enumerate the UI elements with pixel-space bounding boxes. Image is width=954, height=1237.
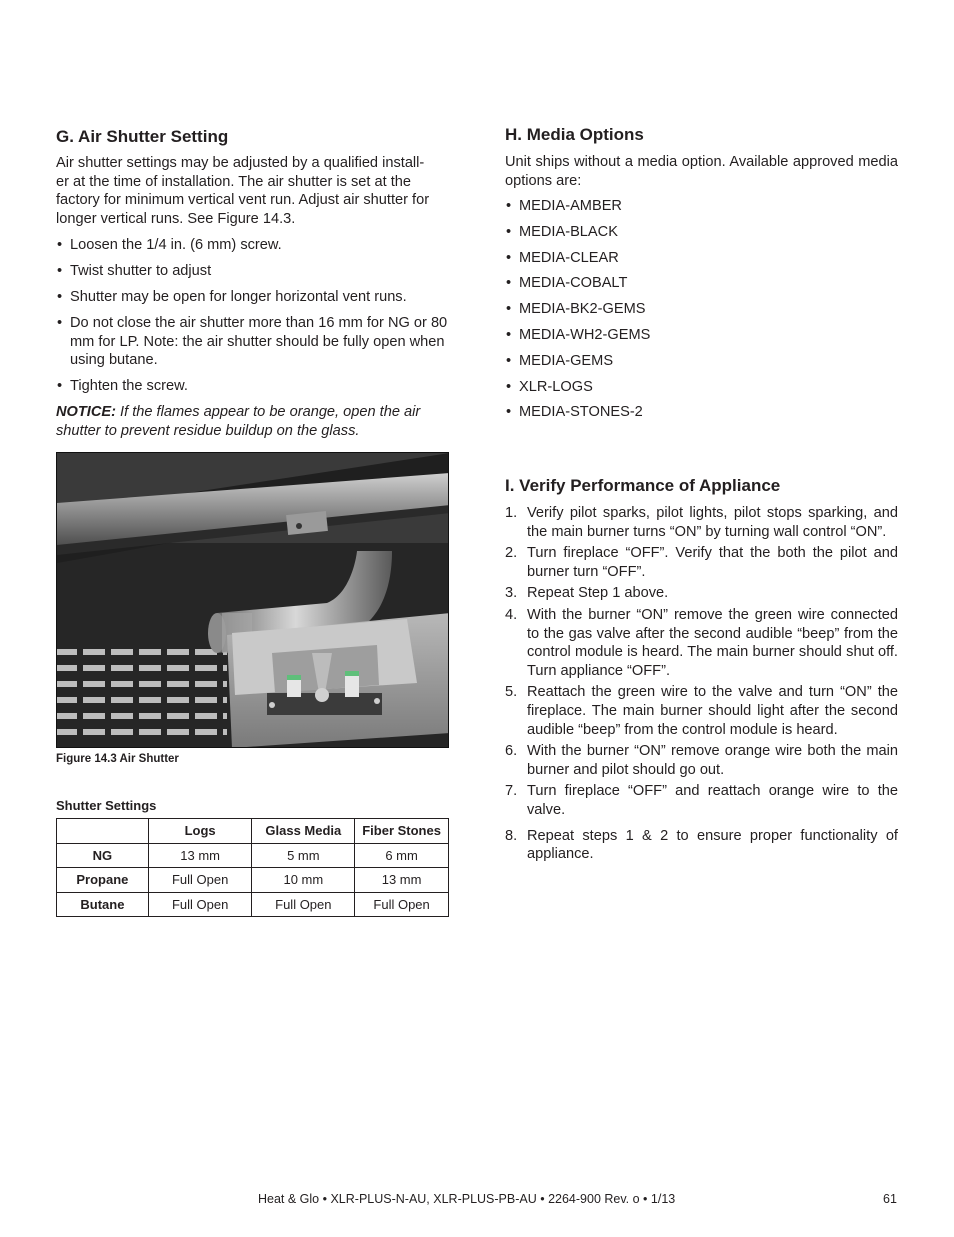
list-item <box>505 606 898 680</box>
list-item: • Do not close the air shutter more than 16 mm for NG or 80 mm for LP. Note: the air shutter should be fully open when using butane. <box>56 314 449 370</box>
footer-text: Heat & Glo • XLR-PLUS-N-AU, XLR-PLUS-PB-AU • 2264-900 Rev. o • 1/13 <box>258 1192 676 1206</box>
table-row-header: Propane <box>57 868 149 893</box>
intro-line: factory for minimum vertical vent run. Adjust air shutter for <box>56 192 430 208</box>
step-text: With the burner “ON” remove orange wire both the main burner and pilot should go out. <box>527 743 898 778</box>
list-item <box>505 584 898 603</box>
list-item: • MEDIA-COBALT <box>505 274 898 293</box>
step-text: Verify pilot sparks, pilot lights, pilot stops sparking, and the main burner turns “ON” by turning wall control “ON”. <box>527 505 898 540</box>
list-item: • MEDIA-BK2-GEMS <box>505 300 898 319</box>
media-intro: Unit ships without a media option. Available approved media options are: <box>505 154 898 189</box>
verify-steps-list <box>505 504 898 864</box>
notice-paragraph <box>56 403 449 440</box>
list-item: • MEDIA-BLACK <box>505 223 898 242</box>
list-item <box>505 827 898 864</box>
step-number: 1. <box>505 505 518 521</box>
step-text: Turn fireplace “OFF” and reattach orange wire to the valve. <box>527 783 898 818</box>
intro-line: longer vertical runs. See Figure 14.3. <box>56 210 296 227</box>
table-header-cell: Glass Media <box>252 819 355 844</box>
list-item: • Twist shutter to adjust <box>56 262 449 281</box>
list-item: • Tighten the screw. <box>56 377 449 396</box>
step-text: With the burner “ON” remove the green wire connected to the gas valve after the second audible “beep” from the control module is heard. The main burner should shut off. Turn appliance “OFF”. <box>527 606 898 679</box>
list-item <box>505 544 898 581</box>
list-item: • Loosen the 1/4 in. (6 mm) screw. <box>56 236 449 255</box>
table-header-cell: Logs <box>148 819 252 844</box>
list-item: • XLR-LOGS <box>505 378 898 397</box>
table-row-header: Butane <box>57 892 149 917</box>
air-shutter-intro <box>56 154 449 228</box>
table-cell: Full Open <box>148 868 252 893</box>
heading-media-options: H. Media Options <box>505 125 644 144</box>
step-text: Turn fireplace “OFF”. Verify that the both the pilot and burner turn “OFF”. <box>527 545 898 580</box>
list-item: • MEDIA-CLEAR <box>505 249 898 268</box>
list-item: • Shutter may be open for longer horizontal vent runs. <box>56 288 449 307</box>
step-number: 6. <box>505 743 518 760</box>
list-item <box>505 742 898 779</box>
table-row <box>57 892 449 917</box>
table-title: Shutter Settings <box>56 798 157 813</box>
step-text: Repeat Step 1 above. <box>527 585 669 602</box>
notice-text: If the flames appear to be orange, open the air shutter to prevent residue buildup on the glass. <box>56 404 421 439</box>
step-number: 3. <box>505 585 518 602</box>
table-cell: 5 mm <box>252 843 355 868</box>
list-item: • MEDIA-GEMS <box>505 352 898 371</box>
table-cell: 10 mm <box>252 868 355 893</box>
list-item <box>505 683 898 739</box>
intro-line: er at the time of installation. The air shutter is set at the <box>56 173 412 190</box>
table-row <box>57 868 449 893</box>
air-shutter-steps <box>56 236 449 396</box>
table-header-row <box>57 819 449 844</box>
page-number: 61 <box>883 1192 897 1206</box>
heading-verify-performance: I. Verify Performance of Appliance <box>505 476 781 495</box>
step-text: Repeat steps 1 & 2 to ensure proper functionality of appliance. <box>527 827 898 863</box>
table-cell: Full Open <box>148 892 252 917</box>
step-number: 5. <box>505 684 518 701</box>
list-item <box>505 504 898 541</box>
table-row-header: NG <box>57 843 149 868</box>
notice-label: NOTICE: <box>56 404 116 420</box>
table-header-cell: Fiber Stones <box>355 819 449 844</box>
list-item: • MEDIA-AMBER <box>505 197 898 216</box>
table-cell: Full Open <box>252 892 355 917</box>
step-number: 8. <box>505 827 518 844</box>
step-text: Reattach the green wire to the valve and turn “ON” the fireplace. The main burner should light after the second audible “beep” from the control module is heard. <box>527 684 898 738</box>
media-options-list <box>505 197 898 422</box>
list-item: • MEDIA-STONES-2 <box>505 403 898 422</box>
heading-air-shutter: G. Air Shutter Setting <box>56 127 229 146</box>
table-cell: Full Open <box>355 892 449 917</box>
table-header-cell <box>57 819 149 844</box>
figure-caption: Figure 14.3 Air Shutter <box>56 753 179 765</box>
shutter-settings-table <box>56 818 449 917</box>
table-row <box>57 843 449 868</box>
intro-line: Air shutter settings may be adjusted by a qualified install- <box>56 155 425 171</box>
table-cell: 6 mm <box>355 843 449 868</box>
table-cell: 13 mm <box>355 868 449 893</box>
step-number: 4. <box>505 606 518 623</box>
air-shutter-photo <box>56 452 449 748</box>
list-item <box>505 782 898 819</box>
list-item: • MEDIA-WH2-GEMS <box>505 326 898 345</box>
step-number: 2. <box>505 545 518 562</box>
step-number: 7. <box>505 783 518 800</box>
air-shutter-illustration <box>57 453 449 748</box>
table-cell: 13 mm <box>148 843 252 868</box>
